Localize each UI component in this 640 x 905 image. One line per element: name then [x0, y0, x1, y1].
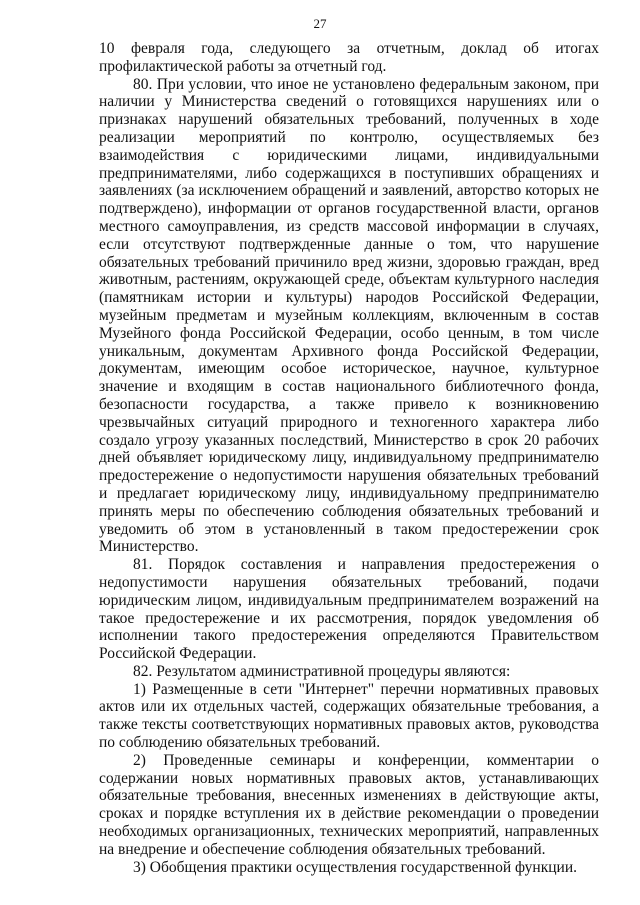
document-body [99, 40, 599, 876]
paragraph-82: 82. Результатом административной процедуры являются: [133, 662, 511, 680]
list-item-1: 1) Размещенные в сети "Интернет" перечни нормативных правовых актов или их отдельных частей, содержащих обязательные требования, а также тексты соответствующих нормативных правовых актов, руководства по соблюдению обязательных требований. [99, 680, 599, 752]
paragraph-continuation: 10 февраля года, следующего за отчетным, доклад об итогах профилактической работы за отчетный год. [99, 40, 599, 75]
list-item-2: 2) Проведенные семинары и конференции, комментарии о содержании новых нормативных правовых актов, устанавливающих обязательные требования, внесенных изменениях в действующие акты, сроках и порядке вступления их в действие рекомендации о проведении необходимых организационных, технических мероприятий, направленных на внедрение и обеспечение соблюдения обязательных требований. [99, 751, 599, 858]
paragraph-80: 80. При условии, что иное не установлено федеральным законом, при наличии у Министерства сведений о готовящихся нарушениях или о признаках нарушений обязательных требований, полученных в ходе реализации мероприятий по контролю, осуществляемых без взаимодействия с юридическими лицами, индивидуальными предпринимателями, либо содержащихся в поступивших обращениях и заявлениях (за исключением обращений и заявлений, авторство которых не подтверждено), информации от органов государственной власти, органов местного самоуправления, из средств массовой информации в случаях, если отсутствуют подтвержденные данные о том, что нарушение обязательных требований причинило вред жизни, здоровью граждан, вред животным, растениям, окружающей среде, объектам культурного наследия (памятникам истории и культуры) народов Российской Федерации, музейным предметам и музейным коллекциям, включенным в состав Музейного фонда Российской Федерации, особо ценным, в том числе уникальным, документам Архивного фонда Российской Федерации, документам, имеющим особое историческое, научное, культурное значение и входящим в состав национального библиотечного фонда, безопасности государства, а также привело к возникновению чрезвычайных ситуаций природного и техногенного характера либо создало угрозу указанных последствий, Министерство в срок 20 рабочих дней объявляет юридическому лицу, индивидуальному предпринимателю предостережение о недопустимости нарушения обязательных требований и предлагает юридическому лицу, индивидуальному предпринимателю принять меры по обеспечению соблюдения обязательных требований и уведомить об этом в установленный в таком предостережении срок Министерство. [99, 75, 599, 556]
list-item-3: 3) Обобщения практики осуществления государственной функции. [133, 858, 578, 876]
page-number: 27 [313, 16, 327, 31]
paragraph-81: 81. Порядок составления и направления предостережения о недопустимости нарушения обязательных требований, подачи юридическим лицом, индивидуальным предпринимателем возражений на такое предостережение и их рассмотрения, порядок уведомления об исполнении такого предостережения определяются Правительством Российской Федерации. [99, 556, 599, 663]
